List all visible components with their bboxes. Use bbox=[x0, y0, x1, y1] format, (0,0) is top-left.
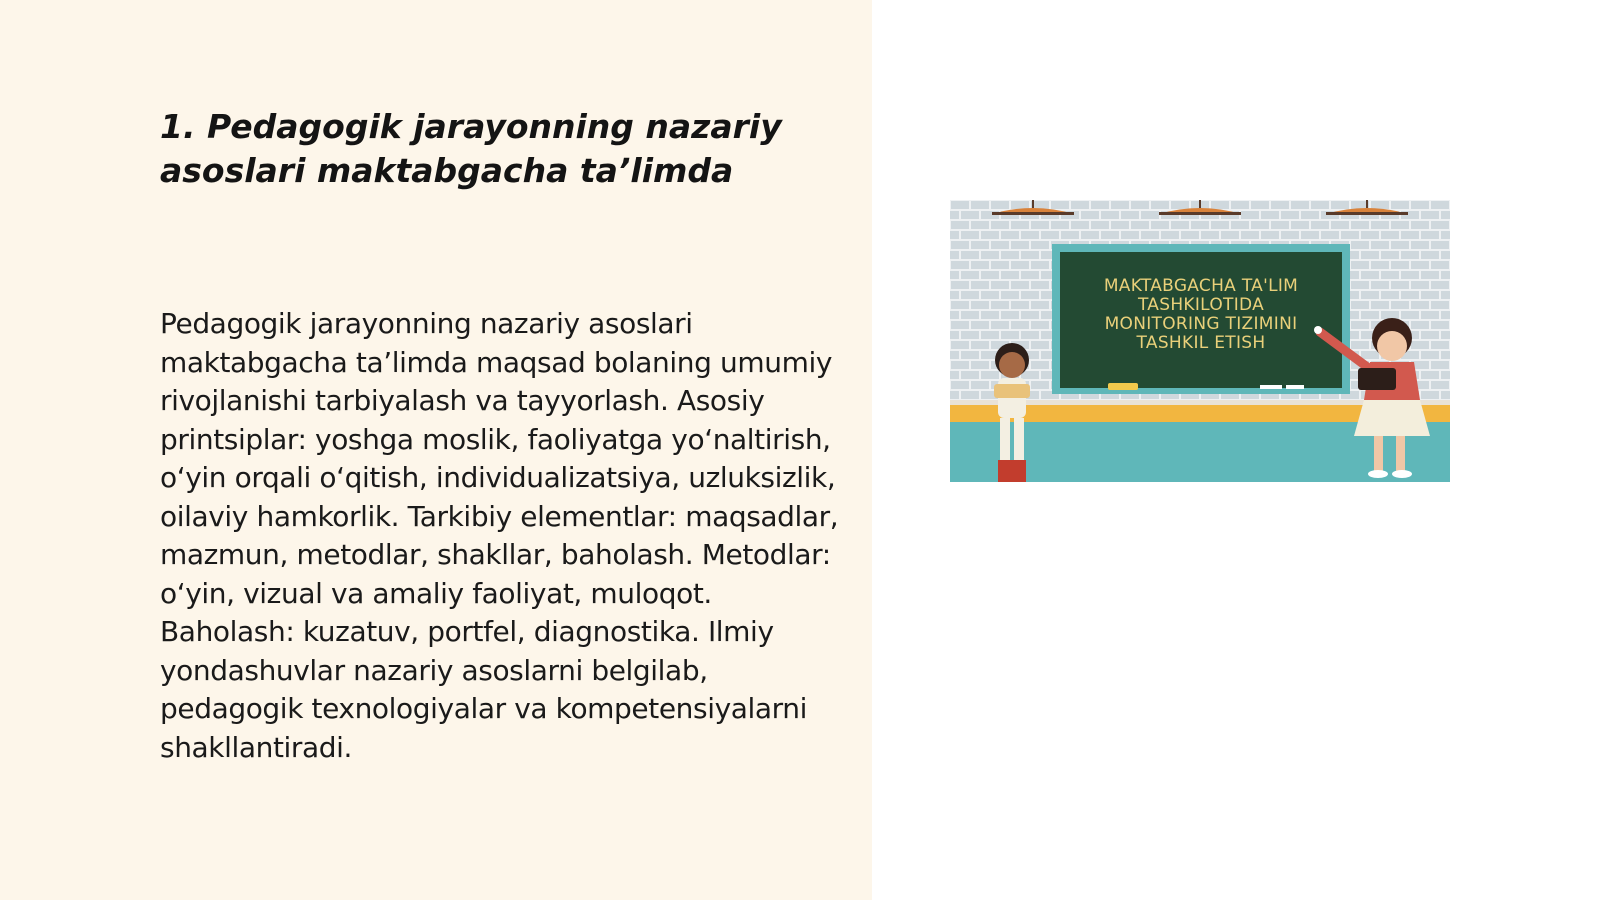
slide-body-text: Pedagogik jarayonning nazariy asoslari maktabgacha ta’limda maqsad bolaning umumiy rivojlanishi tarbiyalash va tayyorlash. Asosiy printsiplar: yoshga moslik, faoliyatga yo‘naltirish, o‘yin orqali o‘qitish, individualizatsiya, uzluksizlik, oilaviy hamkorlik. Tarkibiy elementlar: maqsadlar, mazmun, metodlar, shakllar, baholash. Metodlar: o‘yin, vizual va amaliy faoliyat, muloqot. Baholash: kuzatuv, portfel, diagnostika. Ilmiy yondashuvlar nazariy asoslarni belgilab, pedagogik texnologiyalar va kompetensiyalarni shakllantiradi. bbox=[160, 307, 839, 764]
board-line-4: TASHKIL ETISH bbox=[1136, 333, 1266, 353]
board-line-2: TASHKILOTIDA bbox=[1137, 295, 1265, 315]
child-figure bbox=[994, 343, 1030, 482]
board-line-1: MAKTABGACHA TA'LIM bbox=[1103, 276, 1299, 296]
board-line-3: MONITORING TIZIMINI bbox=[1104, 314, 1298, 334]
slide-title: 1. Pedagogik jarayonning nazariy asoslari maktabgacha ta’limda bbox=[160, 107, 782, 190]
classroom-illustration bbox=[950, 200, 1450, 482]
